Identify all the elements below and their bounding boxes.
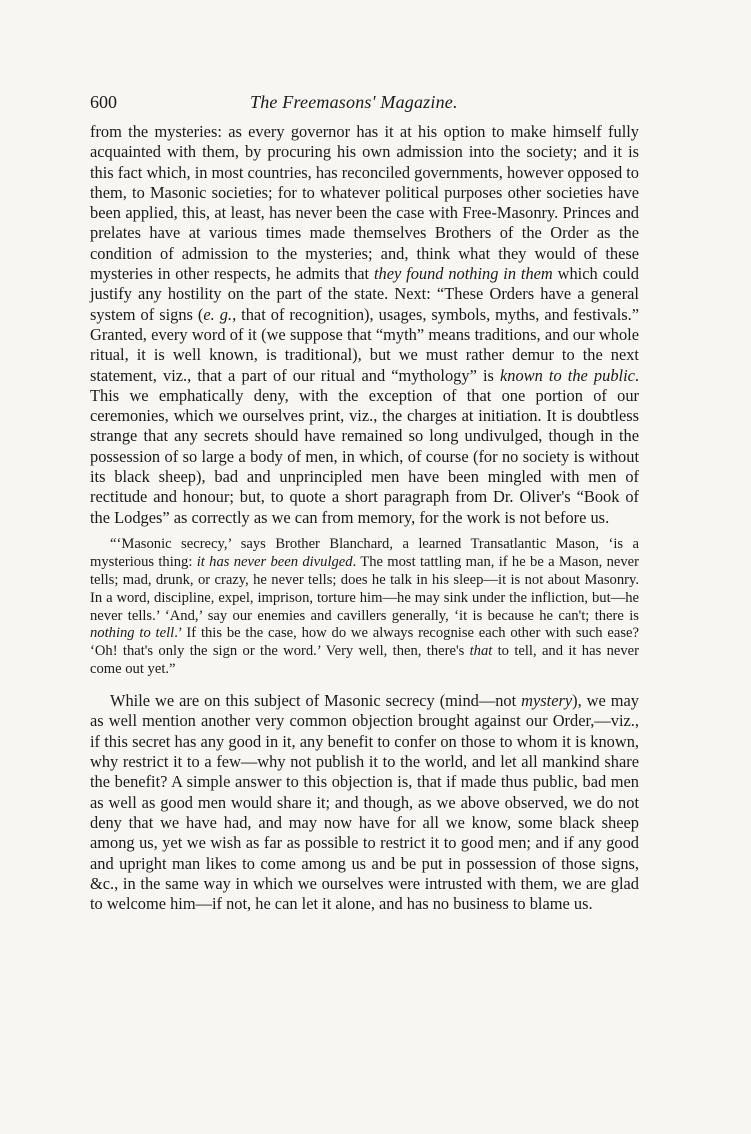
page-number: 600 (90, 92, 117, 112)
text-run: “‘Masonic secrecy,’ says Brother Blanchard, a learned Transatlantic Mason, ‘is a mysterious thing: (90, 535, 639, 570)
journal-title: The Freemasons' Magazine. (250, 92, 458, 112)
italic-text: mystery (521, 691, 573, 711)
text-run: . The most tattling man, if he be a Mason, never tells; mad, drunk, or crazy, he never tells; does he talk in his sleep—it is not about Masonry. In a word, discipline, expel, imprison, torture him—he may sink under the infliction, but—he never tells.’ ‘And,’ say our enemies and cavillers generally, ‘it is because he can't; there is (90, 553, 639, 624)
text-run: from the mysteries: as every governor has it at his option to make himself fully acquainted with them, by procuring his own admission into the society; and it is this fact which, in most countries, has reconciled governments, however opposed to them, to Masonic societies; for to whatever political purposes other societies have been applied, this, at least, has never been the case with Free-Masonry. Princes and prelates have at various times made themselves Brothers of the Order as the condition of admission to the mysteries; and, think what they would of these mysteries in other respects, he admits that (90, 122, 639, 284)
text-run: ), we may as well mention another very common objection brought against our Order,—viz., if this secret has any good in it, any benefit to confer on those to whom it is known, why restrict it to a few—why not publish it to the world, and let all mankind share the benefit? A simple answer to this objection is, that if made thus public, bad men as well as good men would share it; and though, as we above observed, we do not deny that we have had, and may now have for all we know, some black sheep among us, yet we wish as far as possible to restrict it to good men; and if any good and upright man likes to come among us and be put in possession of those signs, &c., in the same way in which we ourselves were intrusted with them, we are glad to welcome him—if not, he can let it alone, and has no business to blame us. (90, 691, 639, 914)
italic-text: e. g. (203, 304, 233, 324)
italic-text: known to the public (500, 365, 635, 385)
running-head (90, 92, 639, 118)
text-run: which could justify any hostility on the part of the state. Next: “These Orders have a general system of signs ( (90, 264, 639, 324)
italic-text: that (469, 643, 493, 660)
italic-text: they found nothing in them (373, 264, 553, 284)
text-run: .’ If this be the case, how do we always recognise each other with such ease? ‘Oh! that's only the sign or the word.’ Very well, then, there's (90, 625, 639, 660)
italic-text: nothing to tell (90, 625, 175, 642)
block-quote (90, 536, 639, 679)
text-run: . This we emphatically deny, with the exception of that one portion of our ceremonies, which we ourselves print, viz., the charges at initiation. It is doubtless strange that any secrets should have remained so long undivulged, though in the possession of so large a body of men, in which, of course (for no society is without its black sheep), bad and unprincipled men have been mingled with men of rectitude and honour; but, to quote a short paragraph from Dr. Oliver's “Book of the Lodges” as correctly as we can from memory, for the work is not before us. (90, 365, 640, 527)
paragraph-2 (90, 691, 639, 914)
text-run: , that of recognition), usages, symbols, myths, and festivals.” Granted, every word of it (we suppose that “myth” means traditions, and our whole ritual, it is well known, is traditional), but we must rather demur to the next statement, viz., that a part of our ritual and “mythology” is (90, 304, 640, 385)
text-run: While we are on this subject of Masonic secrecy (mind—not (110, 691, 522, 711)
italic-text: it has never been divulged (196, 553, 353, 570)
paragraph-1 (90, 122, 639, 528)
text-run: to tell, and it has never come out yet.” (90, 643, 639, 678)
